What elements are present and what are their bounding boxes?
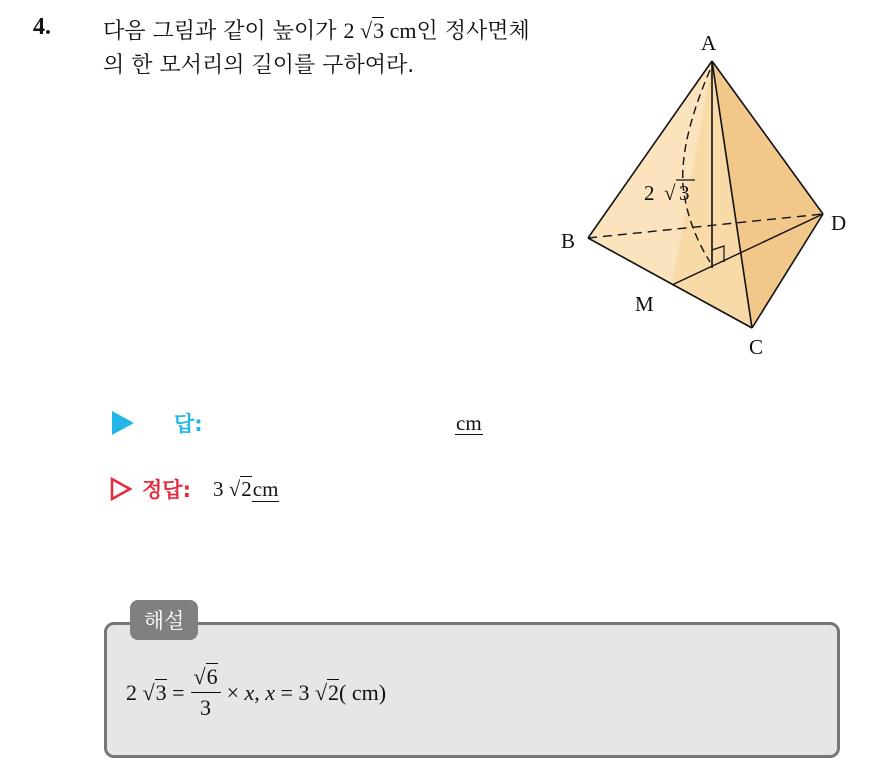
eq-sep: , [254, 679, 260, 705]
eq-fraction [191, 664, 221, 721]
answer-label: 답: [174, 412, 203, 436]
correct-answer-label: 정답: [142, 478, 191, 502]
eq-fraction-denominator: 3 [200, 695, 212, 720]
question-number: 4. [33, 14, 51, 40]
label-c: C [749, 335, 764, 359]
eq-lhs-coef: 2 [126, 679, 137, 705]
correct-coef: 3 [212, 476, 224, 501]
label-a: A [701, 31, 717, 55]
height-radicand: 3 [373, 18, 385, 43]
eq-equals-1: = [172, 679, 185, 705]
question-text-after: 인 정사면체의 한 모서리의 길이를 구하여라. [103, 19, 530, 78]
answer-unit-blank[interactable]: cm [456, 411, 482, 435]
explanation-equation [126, 664, 386, 721]
eq-rhs-sqrt: √2 [314, 679, 340, 705]
height-unit: cm [389, 18, 417, 43]
explanation-tag: 해설 [130, 600, 198, 640]
question-text [103, 14, 533, 83]
height-label-radicand: 3 [679, 181, 690, 205]
eq-rhs-coef: 3 [298, 679, 310, 705]
eq-var: x [244, 679, 255, 705]
correct-sqrt: √2 [228, 476, 252, 501]
height-label-coef: 2 [644, 181, 655, 205]
label-b: B [561, 229, 576, 253]
eq-var-2: x [265, 679, 276, 705]
eq-fraction-numerator: √6 [191, 664, 221, 693]
play-triangle-icon [112, 411, 134, 435]
eq-times: × [226, 679, 239, 705]
correct-radicand: 2 [241, 476, 252, 501]
eq-lhs-radicand: 3 [155, 679, 167, 705]
height-coef: 2 [343, 18, 355, 43]
question-text-before: 다음 그림과 같이 높이가 [103, 19, 344, 44]
eq-equals-2: = [280, 679, 293, 705]
answer-row [112, 408, 203, 438]
correct-answer-value [213, 477, 279, 502]
label-d: D [831, 211, 847, 235]
outline-triangle-icon [110, 477, 132, 501]
label-m: M [635, 292, 654, 316]
eq-rhs-radicand: 2 [328, 679, 340, 705]
eq-rhs-unit: ( cm) [339, 679, 387, 705]
height-sqrt: √3 [360, 18, 385, 43]
eq-lhs-sqrt: √3 [142, 679, 167, 705]
tetrahedron-figure [555, 20, 875, 365]
correct-unit: cm [252, 476, 279, 501]
correct-answer-row [110, 474, 279, 504]
height-label-root: √ [664, 181, 676, 205]
height-value [344, 18, 417, 43]
